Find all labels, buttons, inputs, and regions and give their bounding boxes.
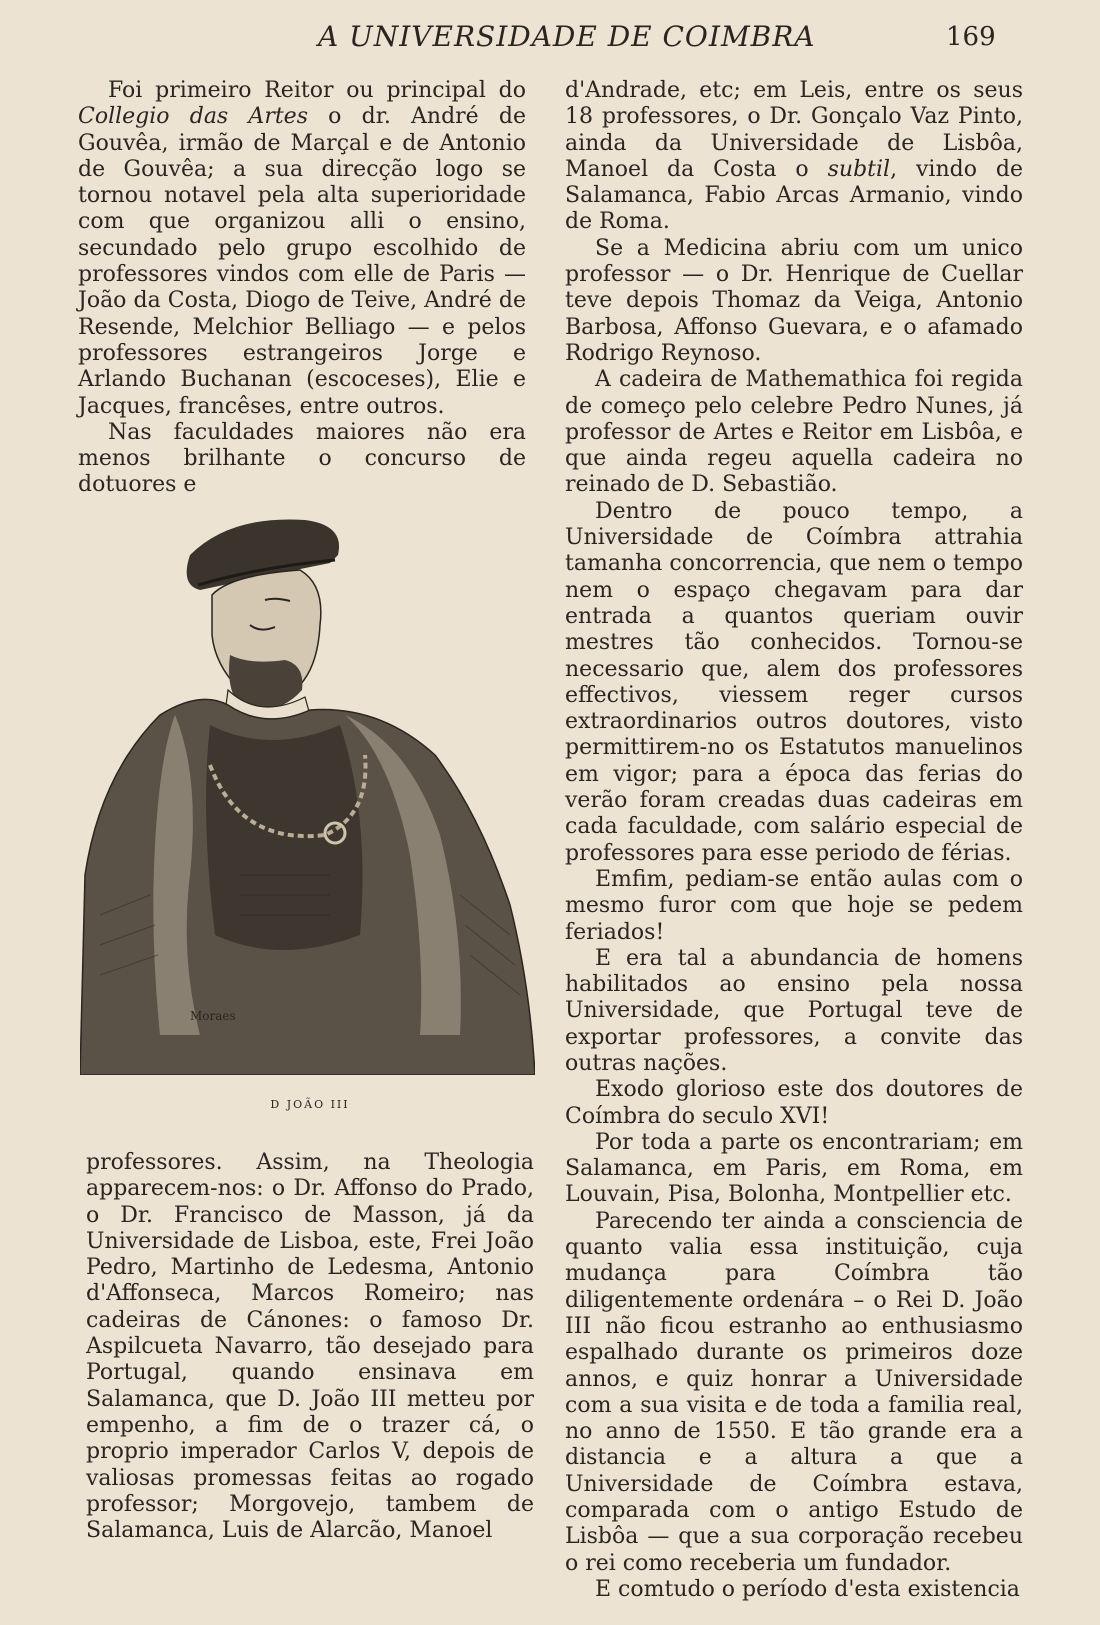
page-number: 169 bbox=[946, 22, 996, 52]
paragraph: Nas faculdades maiores não era menos brilhante o concurso de dotuores e bbox=[78, 419, 526, 498]
text-span: o dr. André de Gouvêa, irmão de Marçal e de Antonio de Gouvêa; a sua direcção logo se tornou notavel pela alta superioridade com que organizou alli o ensino, secundado pelo grupo escolhido de professores vindos com elle de Paris — João da Costa, Diogo de Teive, André de Resende, Melchior Belliago — e pelos professores estrangeiros Jorge e Arlando Buchanan (escoceses), Elie e Jacques, francêses, entre outros. bbox=[78, 104, 526, 419]
paragraph: professores. Assim, na Theologia apparecem-nos: o Dr. Affonso do Prado, o Dr. Francisco de Masson, já da Universidade de Lisboa, este, Frei João Pedro, Martinho de Ledesma, Antonio d'Affonseca, Marcos Romeiro; nas cadeiras de Cánones: o famoso Dr. Aspilcueta Navarro, tão desejado para Portugal, quando ensinava em Salamanca, que D. João III metteu por empenho, a fim de o trazer cá, o proprio imperador Carlos V, depois de valiosas promessas feitas ao rogado professor; Morgovejo, tambem de Salamanca, Luis de Alarcão, Manoel bbox=[86, 1150, 534, 1544]
portrait-caption: D JOÃO III bbox=[270, 1098, 350, 1111]
paragraph: E era tal a abundancia de homens habilitados ao ensino pela nossa Universidade, que Portugal teve de exportar professores, a convite das outras nações. bbox=[565, 945, 1023, 1076]
paragraph bbox=[78, 78, 526, 420]
paragraph: Exodo glorioso este dos doutores de Coímbra do seculo XVI! bbox=[565, 1077, 1023, 1129]
paragraph: A cadeira de Mathemathica foi regida de começo pelo celebre Pedro Nunes, já professor de Artes e Reitor em Lisbôa, e que ainda regeu aquella cadeira no reinado de D. Sebastião. bbox=[565, 367, 1023, 498]
paragraph: Parecendo ter ainda a consciencia de quanto valia essa instituição, cuja mudança para Coímbra tão diligentemente ordenára – o Rei D. João III não ficou estranho ao enthusiasmo espalhado durante os primeiros doze annos, e quiz honrar a Universidade com a sua visita e de toda a familia real, no anno de 1550. E tão grande era a distancia e a altura a que a Universidade de Coímbra estava, comparada com o antigo Estudo de Lisbôa — que a sua corporação recebeu o rei como receberia um fundador. bbox=[565, 1208, 1023, 1576]
italic-title: Collegio das Artes bbox=[78, 104, 308, 130]
text-span: d'Andrade, etc; em Leis, entre os seus 18 professores, o Dr. Gonçalo Vaz Pinto, ainda da Universidade de Lisbôa, Manoel da Costa o bbox=[565, 78, 1023, 182]
left-column-bottom bbox=[86, 1150, 534, 1544]
paragraph bbox=[565, 78, 1023, 236]
artist-signature: Moraes bbox=[190, 1009, 236, 1023]
italic-word: subtil bbox=[827, 156, 891, 182]
page-header bbox=[0, 18, 1100, 58]
portrait-engraving bbox=[80, 515, 535, 1075]
text-span: Foi primeiro Reitor ou principal do bbox=[108, 78, 526, 103]
paragraph: Se a Medicina abriu com um unico professor — o Dr. Henrique de Cuellar teve depois Thomaz da Veiga, Antonio Barbosa, Affonso Guevara, e o afamado Rodrigo Reynoso. bbox=[565, 235, 1023, 366]
running-title: A UNIVERSIDADE DE COIMBRA bbox=[318, 20, 816, 53]
left-column-top bbox=[78, 78, 526, 499]
paragraph: Por toda a parte os encontrariam; em Salamanca, em Paris, em Roma, em Louvain, Pisa, Bolonha, Montpellier etc. bbox=[565, 1129, 1023, 1208]
paragraph: Emfim, pediam-se então aulas com o mesmo furor com que hoje se pedem feriados! bbox=[565, 866, 1023, 945]
paragraph: Dentro de pouco tempo, a Universidade de Coímbra attrahia tamanha concorrencia, que nem o tempo nem o espaço chegavam para dar entrada a quantos queriam ouvir mestres tão conhecidos. Tornou-se necessario que, alem dos professores effectivos, viessem reger cursos extraordinarios outros doutores, visto permittirem-no os Estatutos manuelinos em vigor; para a época das ferias do verão foram creadas duas cadeiras em cada faculdade, com salário especial de professores para esse periodo de férias. bbox=[565, 498, 1023, 866]
right-column bbox=[565, 78, 1023, 1603]
text-span: , vindo de Salamanca, Fabio Arcas Armanio, vindo de Roma. bbox=[565, 156, 1023, 235]
paragraph: E comtudo o período d'esta existencia bbox=[595, 1576, 1020, 1602]
